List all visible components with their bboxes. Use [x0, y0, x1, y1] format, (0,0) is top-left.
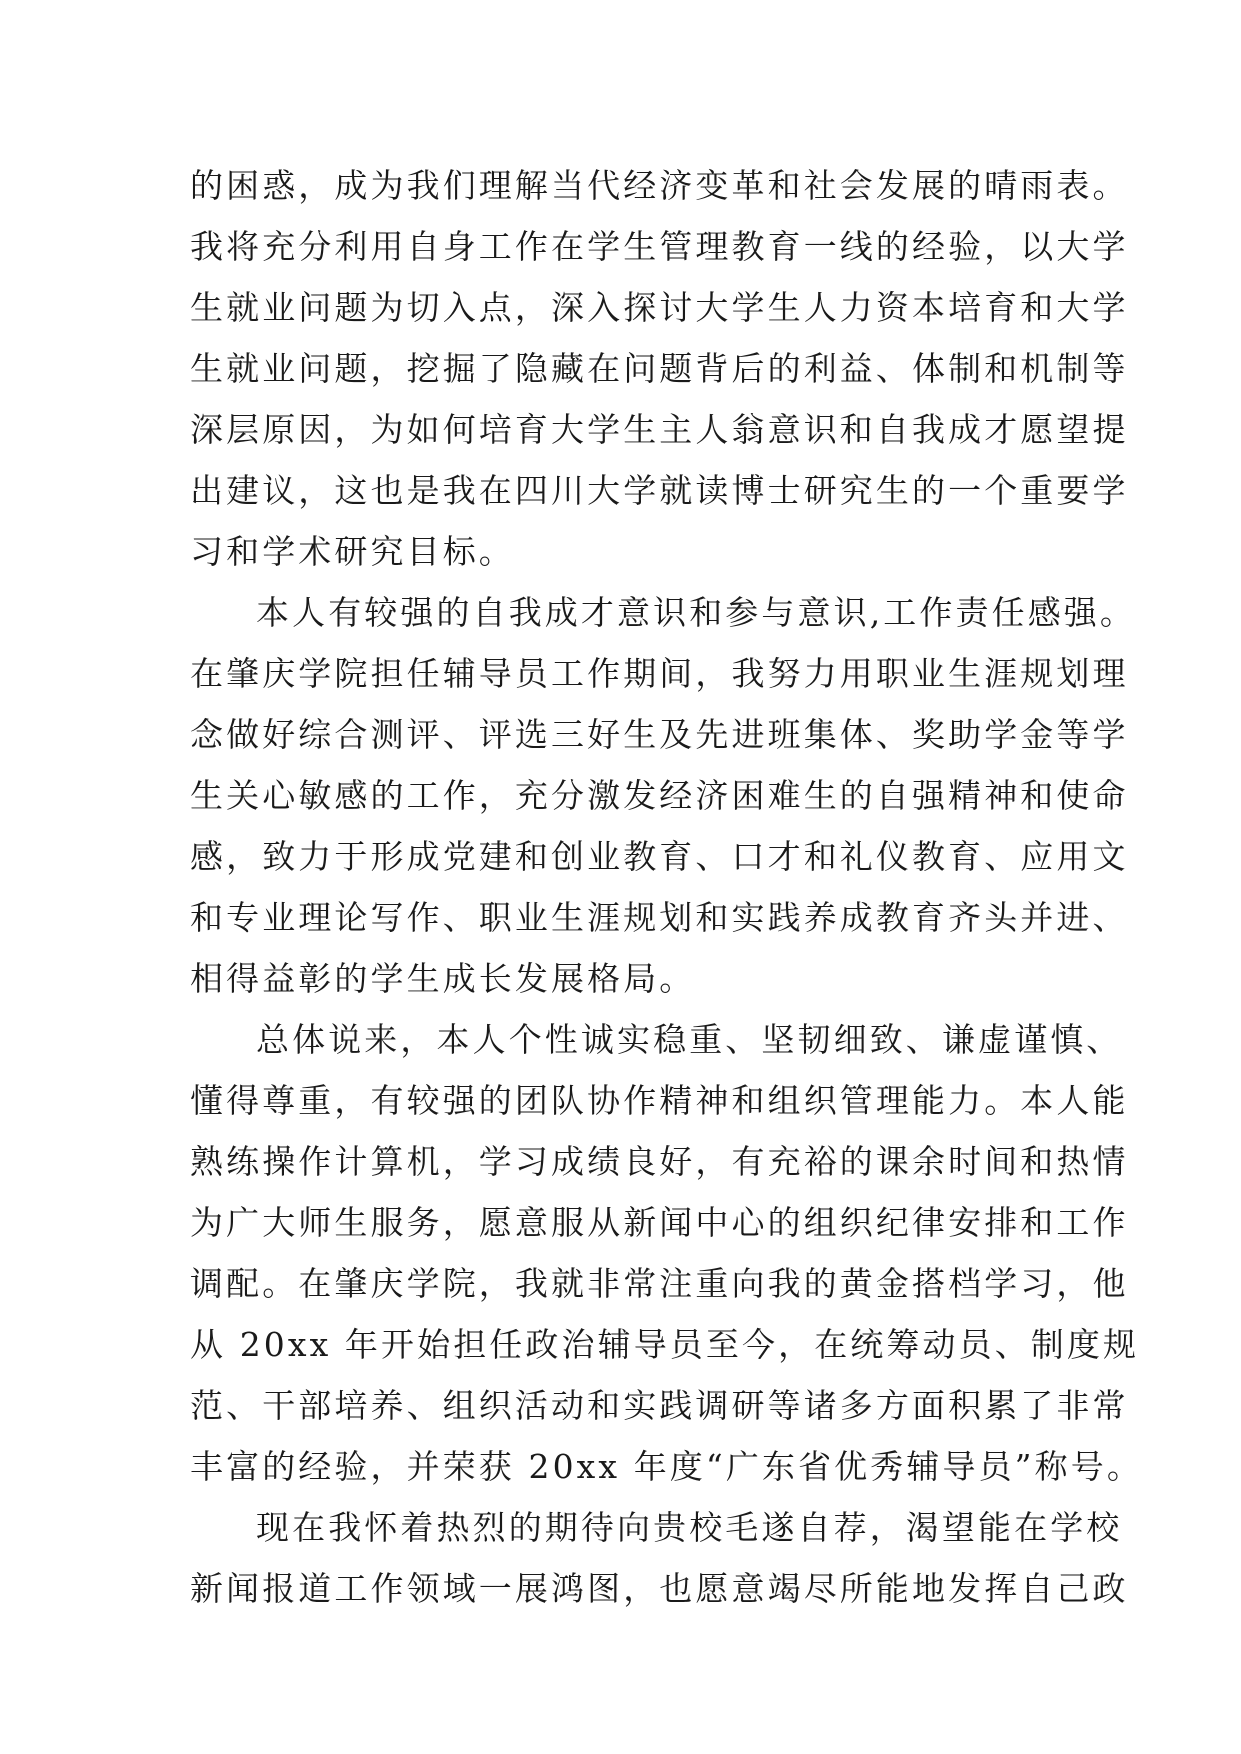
text-line: 深层原因，为如何培育大学生主人翁意识和自我成才愿望提 [190, 410, 1129, 449]
text-line: 习和学术研究目标。 [190, 532, 515, 571]
paragraph-start-line: 总体说来，本人个性诚实稳重、坚韧细致、谦虚谨慎、 [256, 1020, 1123, 1059]
text-line: 懂得尊重，有较强的团队协作精神和组织管理能力。本人能 [190, 1081, 1129, 1120]
text-line: 丰富的经验，并荣获 20xx 年度“广东省优秀辅导员”称号。 [190, 1447, 1143, 1486]
text-line: 生就业问题，挖掘了隐藏在问题背后的利益、体制和机制等 [190, 349, 1129, 388]
text-line: 调配。在肇庆学院，我就非常注重向我的黄金搭档学习，他 [190, 1264, 1129, 1303]
text-line: 相得益彰的学生成长发展格局。 [190, 959, 696, 998]
paragraph-start-line: 本人有较强的自我成才意识和参与意识,工作责任感强。 [256, 593, 1136, 632]
paragraph-start-line: 现在我怀着热烈的期待向贵校毛遂自荐，渴望能在学校 [256, 1508, 1123, 1547]
text-line: 熟练操作计算机，学习成绩良好，有充裕的课余时间和热情 [190, 1142, 1129, 1181]
text-line: 感，致力于形成党建和创业教育、口才和礼仪教育、应用文 [190, 837, 1129, 876]
text-line: 出建议，这也是我在四川大学就读博士研究生的一个重要学 [190, 471, 1129, 510]
text-line: 生就业问题为切入点，深入探讨大学生人力资本培育和大学 [190, 288, 1129, 327]
text-line: 为广大师生服务，愿意服从新闻中心的组织纪律安排和工作 [190, 1203, 1129, 1242]
text-line: 和专业理论写作、职业生涯规划和实践养成教育齐头并进、 [190, 898, 1129, 937]
body-text [190, 155, 1143, 1619]
text-line: 生关心敏感的工作，充分激发经济困难生的自强精神和使命 [190, 776, 1129, 815]
text-line: 在肇庆学院担任辅导员工作期间，我努力用职业生涯规划理 [190, 654, 1129, 693]
text-line: 念做好综合测评、评选三好生及先进班集体、奖助学金等学 [190, 715, 1129, 754]
text-line: 的困惑，成为我们理解当代经济变革和社会发展的晴雨表。 [190, 166, 1129, 205]
text-line: 我将充分利用自身工作在学生管理教育一线的经验，以大学 [190, 227, 1129, 266]
text-line: 从 20xx 年开始担任政治辅导员至今，在统筹动员、制度规 [190, 1325, 1140, 1364]
text-line: 范、干部培养、组织活动和实践调研等诸多方面积累了非常 [190, 1386, 1129, 1425]
text-line: 新闻报道工作领域一展鸿图，也愿意竭尽所能地发挥自己政 [190, 1569, 1129, 1608]
